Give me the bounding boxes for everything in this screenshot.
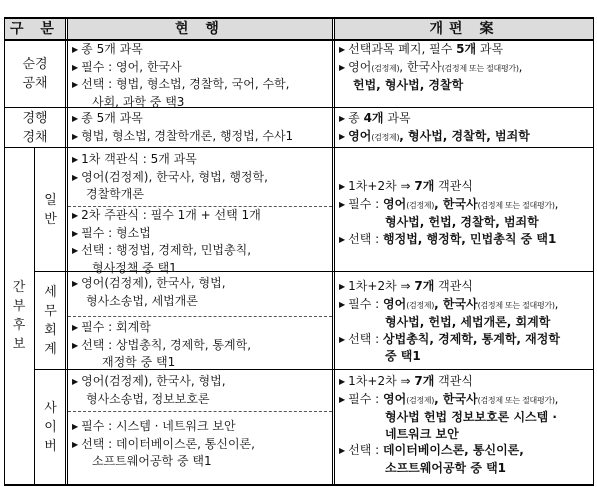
current-reform-divider [332,17,335,486]
lbl-ganbu-char: 후 [12,318,26,333]
label-sungyeong [4,40,66,107]
bullet-icon: ▶ [339,394,346,404]
bullet-icon: ▶ [72,422,79,431]
gyeonghaeng-reform: ▶ 종 4개 과목 ▶ 영어(검정제), 형사법, 경찰학, 범죄학 [339,111,530,143]
label-ilban [35,148,66,271]
bullet-icon: ▶ [339,45,346,54]
semu-current-part2: ▶ 필수 : 회계학 ▶ 선택 : 상법총칙, 경제학, 통계학, 재정학 중 택1 [72,320,252,369]
bullet-icon: ▶ [339,334,346,344]
lbl-ganbu-char: 간 [12,280,26,295]
bullet-icon: ▶ [72,45,79,54]
lbl-semu-char: 회 [44,322,57,338]
sungyeong-reform: ▶ 선택과목 폐지, 필수 5개 과목 ▶ 영어(검정제), 한국사(검정제 또는 절대평가), 헌법, 형사법, 경찰학 [339,42,523,92]
bullet-icon: ▶ [72,246,79,255]
bullet-icon: ▶ [339,199,346,209]
lbl-semu-char: 세 [44,284,57,300]
lbl-cyber-char: 버 [44,438,57,454]
label-gyeonghaeng [4,108,66,147]
dotted-divider-semu [68,316,332,317]
lbl-cyber-char: 사 [44,400,57,416]
bullet-icon: ▶ [72,439,79,449]
bullet-icon: ▶ [339,114,346,123]
row-divider-2 [4,147,594,148]
table-right-border [593,17,594,486]
header-category: 구 분 [10,20,60,37]
sungyeong-current: ▶ 종 5개 과목 ▶ 필수 : 영어, 한국사 ▶ 선택 : 형법, 형소법, 경찰학, 국어, 수학, 사회, 과학 중 택3 [72,42,290,109]
lbl-cyber-char: 이 [44,419,57,435]
bullet-icon: ▶ [339,62,346,72]
bullet-icon: ▶ [339,377,346,386]
bullet-icon: ▶ [339,234,346,244]
bullet-icon: ▶ [72,323,79,332]
bullet-icon: ▶ [339,182,346,191]
semu-current-part1: ▶ 영어(검정제), 한국사, 형법, 형사소송법, 세법개론 [72,276,226,308]
bullet-icon: ▶ [339,446,346,455]
ilban-reform: ▶ 1차+2차 ⇒ 7개 객관식 ▶ 필수 : 영어(검정제), 한국사(검정제 또는 절대평가), 형사법, 헌법, 경찰학, 범죄학 ▶ 선택 : 행정법, 행정학, 민법총칙 중 택1 [339,179,559,246]
bullet-icon: ▶ [72,80,79,89]
gyeonghaeng-current: ▶ 종 5개 과목 ▶ 형법, 형소법, 경찰학개론, 행정법, 수사1 [72,111,294,143]
cyber-current-part1: ▶ 영어(검정제), 한국사, 형법, 형사소송법, 정보보호론 [72,374,226,406]
bullet-icon: ▶ [72,155,79,164]
ilban-current-part2: ▶ 2차 주관식 : 필수 1개 + 선택 1개 ▶ 필수 : 형소법 ▶ 선택 : 행정법, 경제학, 민법총칙, 형사정책 중 택1 [72,208,261,275]
label-semu [35,272,66,369]
bullet-icon: ▶ [339,131,346,141]
dotted-divider-cyber [68,411,332,412]
bullet-icon: ▶ [72,377,79,386]
cyber-current-part2: ▶ 필수 : 시스템 · 네트워크 보안 ▶ 선택 : 데이터베이스론, 통신이론, 소프트웨어공학 중 택1 [72,419,255,468]
label-gyeonghaeng-line1: 경행 [22,110,48,126]
cyber-reform: ▶ 1차+2차 ⇒ 7개 객관식 ▶ 필수 : 영어(검정제), 한국사(검정제 또는 절대평가), 형사법 헌법 정보보호론 시스템 · 네트워크 보안 ▶ 선택 : 데이터베이스론, 통신이론, 소프트웨어공학 중 택1 [339,374,559,475]
ilban-current-part1: ▶ 1차 객관식 : 5개 과목 ▶ 영어(검정제), 한국사, 형법, 행정학, 경찰학개론 [72,152,268,201]
bullet-icon: ▶ [72,228,79,238]
header-reform: 개편 案 [429,20,500,37]
bullet-icon: ▶ [72,279,79,288]
label-cyber [35,370,66,484]
lbl-ganbu-char: 보 [12,337,26,352]
label-sungyeong-line1: 순경 [22,56,48,72]
semu-reform: ▶ 1차+2차 ⇒ 7개 객관식 ▶ 필수 : 영어(검정제), 한국사(검정제 또는 절대평가), 형사법, 헌법, 세법개론, 회계학 ▶ 선택 : 상법총칙, 경제학, 통계학, 재정학 중 택1 [339,279,560,363]
bullet-icon: ▶ [339,299,346,309]
lbl-ganbu-char: 부 [12,299,26,314]
bullet-icon: ▶ [72,211,79,220]
bullet-icon: ▶ [72,172,79,182]
lbl-ilban-char: 반 [44,211,57,227]
bullet-icon: ▶ [72,340,79,350]
lbl-semu-char: 계 [44,341,57,357]
lbl-semu-char: 무 [44,303,57,319]
label-sungyeong-line2: 공채 [22,75,48,91]
header-current: 현 행 [175,20,225,37]
label-gyeonghaeng-line2: 경채 [22,129,48,145]
bullet-icon: ▶ [72,62,79,72]
bullet-icon: ▶ [72,114,79,123]
lbl-ilban-char: 일 [44,192,57,208]
bullet-icon: ▶ [72,131,79,141]
table-bottom-border [4,484,594,486]
label-ganbu [4,148,34,484]
bullet-icon: ▶ [339,282,346,291]
